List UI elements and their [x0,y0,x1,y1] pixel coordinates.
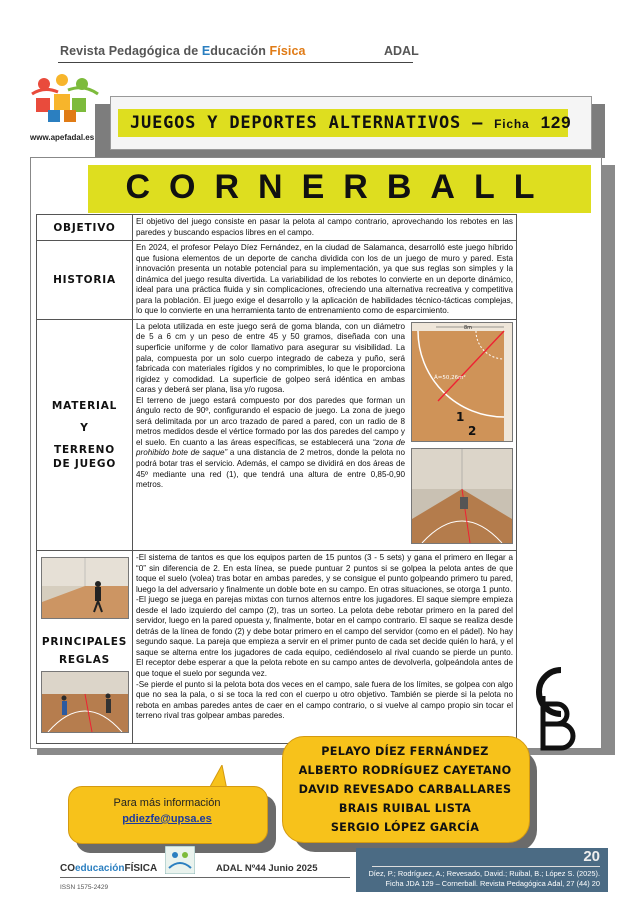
footer-brand-suffix: FÍSICA [124,863,158,874]
citation-divider [372,866,600,867]
rules-photo-1 [41,557,129,619]
author-3: DAVID REVESADO CARBALLARES [298,783,512,796]
label-material-3: TERRENO [54,443,115,456]
text-historia: En 2024, el profesor Pelayo Díez Fernández, en la ciudad de Salamanca, desarrolló este juego híbrido que fusiona elementos de un deporte de cancha dividida con los de un juego de muro y pared. Esta innovación presenta un notable potencial para su implementación, ya que sus reglas son simples y la dinámica del juego resulta divertida. La variabilidad de los rebotes lo convierte en un deporte dinámico, ideal para una práctica fluida y sin complicaciones, ofreciendo una alternativa recreativa y competitiva para la población. El juego exige el desarrollo y la aplicación de habilidades técnico-tácticas complejas, lo que lo convierte en una herramienta tanto de entrenamiento como de esparcimiento. [133,241,517,320]
logo-block-red [36,98,50,112]
rule-1: -El sistema de tantos es que los equipos parten de 15 puntos (3 - 5 sets) y gana el primero en llegar a “0” sin diferencia de 2. En esta línea, se puede puntuar 2 puntos si se golpea la pelota antes de que toque el suelo (volea) tras botar en ambas paredes, y se consigue el punto golpeando primero tu pared, luego la del adversario y finalmente un doble bote en su campo. En otras situaciones, se otorga 1 punto. [136,553,513,594]
author-5: SERGIO LÓPEZ GARCÍA [330,821,480,834]
contact-email-link[interactable]: pdiezfe@upsa.es [122,813,212,825]
logo-block-blue [48,110,60,122]
label-material [37,319,133,550]
series-name: JUEGOS Y DEPORTES ALTERNATIVOS – [130,113,484,133]
apefadal-logo [28,72,102,134]
diagram-label-2: 2 [468,423,477,438]
game-title: CORNERBALL [125,168,554,206]
row-reglas [37,551,517,744]
citation-line-2: Ficha JDA 129 – Cornerball. Revista Pedagógica Adal, 27 (44) 20 [385,879,600,888]
header-divider [58,62,413,63]
page-number: 20 [583,848,600,865]
label-historia: HISTORIA [37,241,133,320]
footer-brand-prefix: CO [60,863,75,874]
row-objetivo [37,215,517,241]
row-historia [37,241,517,320]
court-diagram [411,322,513,442]
label-objetivo: OBJETIVO [37,215,133,241]
logo-url[interactable]: www.apefadal.es [30,133,95,142]
journal-title-e: E [201,44,211,58]
logo-block-orange [64,110,76,122]
diagram-area: Á=50,26m² [434,374,466,381]
fiche-table [36,214,517,744]
text-material [133,319,517,550]
footer-issn: ISSN 1575-2429 [60,884,109,891]
material-figures [411,322,513,548]
text-reglas [133,551,517,744]
ficha-number: 129 [540,113,572,132]
logo-block-green [72,98,86,112]
journal-title-mid: ducación [210,44,270,58]
diagram-radius: 8m [464,324,473,331]
journal-tag: ADAL [384,44,419,58]
journal-title [60,44,306,58]
footer-divider [60,877,350,878]
info-label: Para más información [113,797,221,809]
series-title [130,113,571,133]
row-material [37,319,517,550]
diagram-label-1: 1 [456,409,465,424]
label-reglas-1: PRINCIPALES [41,636,128,649]
label-reglas-2: REGLAS [58,654,111,667]
footer-brand-mid: educación [75,863,125,874]
material-paragraph-2-end: a una distancia de 2 metros, donde la pelota no podrá botar tras el servicio. Además, el campo se dividirá en dos áreas de 45º mediante una red (1), que tendrá una altura de entre 0,85-0,90 metros. [136,448,405,490]
ficha-label: Ficha [494,117,530,131]
logo-block-yellow [54,94,70,110]
journal-title-prefix: Revista Pedagógica de [60,44,202,58]
logo-head-yellow [56,74,68,86]
court-photo [411,448,513,544]
cb-logo [521,662,583,752]
material-paragraph-2-start: El terreno de juego estará compuesto por dos paredes que forman un ángulo recto de 90º, configurando el espacio de juego. La zona de juego será delimitada por un arco trazado de pared a pared, con un radio de 8 metros medidos desde el vértice formado por las dos paredes del campo y el suelo. En cuanto a las áreas específicas, se establecerá una [136,395,405,447]
rules-photo-2 [41,671,129,733]
journal-title-f: Física [269,44,306,58]
material-paragraph-1: La pelota utilizada en este juego será de goma blanda, con un diámetro de 5 a 6 cm y un peso de entre 45 y 50 gramos, diseñada con una superficie uniforme y de color llamativo para asegurar su visibilidad. La pala, compuesta por un solo cuerpo integrado de cabeza y puño, será fabricada con materiales rígidos y no comprimibles, lo que le proporciona rigidez y comodidad. La superficie de golpeo será idéntica en ambas caras y deberá ser plana, lisa y/o rugosa. [136,321,405,395]
label-material-1: MATERIAL [51,399,118,412]
rule-2: -El juego se juega en parejas mixtas con turnos alternos entre los jugadores. El saque siempre empieza desde el lado izquierdo del campo (2), tras un sorteo. La pelota debe rebotar primero en la pared del servidor, luego en la pared opuesta y, finalmente, botar en el campo contrario. El saque se realiza desde detrás de la línea de fondo (2) y debe botar primero en el campo del servidor (como en el pádel). No hay segundo saque. La pareja que empieza a servir en el primer punto de cada set decide quién lo hará, y el saque se alterna entre los jugadores de cada equipo, cediéndoselo al rival cuando se pierde un punto. El receptor debe esperar a que la pelota rebote en su campo antes de devolverla, golpeándola antes de que toque el suelo por segunda vez. [136,595,513,679]
label-reglas [37,551,133,744]
author-4: BRAIS RUIBAL LISTA [338,802,472,815]
author-1: PELAYO DÍEZ FERNÁNDEZ [321,745,489,758]
footer-brand [60,863,157,874]
rule-3: -Se pierde el punto si la pelota bota dos veces en el campo, sale fuera de los límites, se golpea con algo que no sea la pala, o si se toca la red con el cuerpo u otro objetivo. También se pierde si la pelota no rebota en ambas paredes antes de caer en el campo contrario, o si vuelve al campo propio sin tocar el terreno rival tras golpear ambas paredes. [136,679,513,721]
label-material-2: Y [80,421,89,434]
material-paragraph-2-em: “zona de prohibido bote de saque” [136,437,405,458]
footer-issue: ADAL Nº44 Junio 2025 [216,863,318,874]
text-objetivo: El objetivo del juego consiste en pasar la pelota al campo contrario, aprovechando los rebotes en las paredes y buscando espacios libres en el campo. [133,215,517,241]
citation-line-1: Díez, P.; Rodríguez, A.; Revesado, David.; Ruibal, B.; López S. (2025). [368,869,600,878]
footer-logo-icon [165,846,195,874]
label-material-4: DE JUEGO [52,457,117,470]
author-2: ALBERTO RODRÍGUEZ CAYETANO [298,764,512,777]
